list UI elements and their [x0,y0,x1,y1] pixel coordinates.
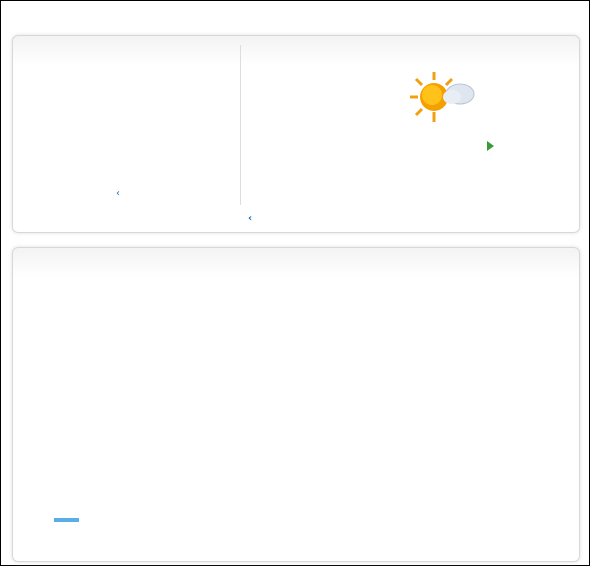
divider [240,45,241,205]
forecast10-link[interactable]: ‹ [116,188,120,199]
sun-cloud-icon [410,70,476,126]
previous-obs [248,213,252,224]
rain-bar [54,518,79,522]
prev-arrow-icon: ‹ [248,213,253,224]
wind-speed [487,139,494,152]
current-panel [12,35,580,233]
top-link[interactable] [45,0,125,6]
wind-arrow-icon [487,141,494,151]
temperature-chart [0,360,590,526]
